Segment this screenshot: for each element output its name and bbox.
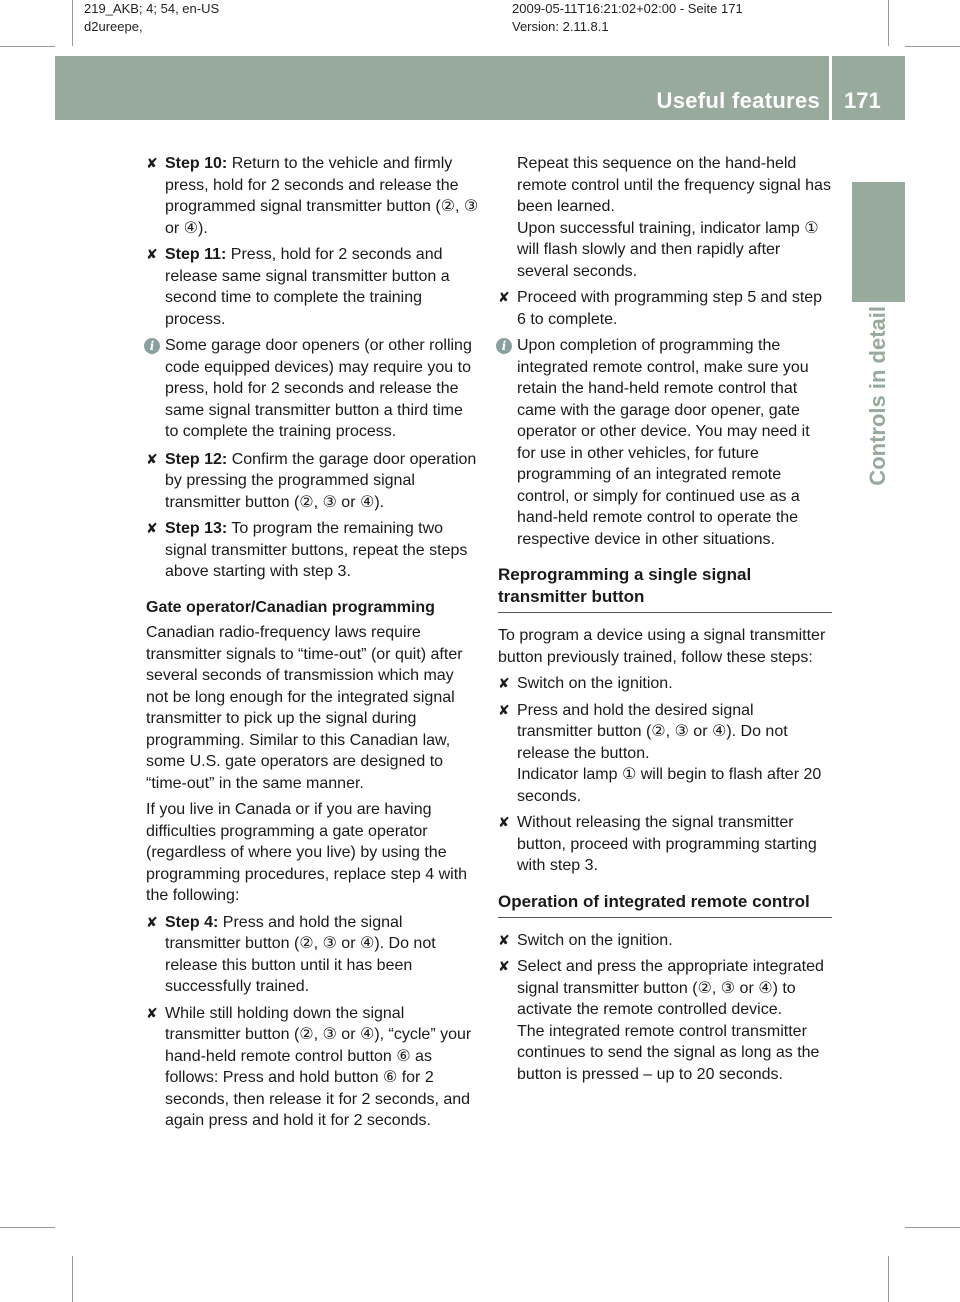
step-holding <box>146 1003 480 1132</box>
crop-mark <box>0 46 55 47</box>
print-meta-right-line1: 2009-05-11T16:21:02+02:00 - Seite 171 <box>512 1 743 16</box>
reprogramming-intro: To program a device using a signal transmitter button previously trained, follow these steps: <box>498 627 826 666</box>
step-text: Switch on the ignition. <box>517 931 673 949</box>
step-text: Press, hold for 2 seconds and release same signal transmitter button a second time to complete the training process. <box>165 246 450 328</box>
operation-heading: Operation of integrated remote control <box>498 891 832 918</box>
page-number: 171 <box>844 88 881 113</box>
crop-mark <box>72 1256 73 1302</box>
right-column <box>498 153 832 1090</box>
step-10 <box>146 153 480 239</box>
print-meta-left-line1: 219_AKB; 4; 54, en-US <box>84 1 220 16</box>
step-arrow-icon: ✘ <box>146 520 158 536</box>
step-proceed <box>498 287 832 330</box>
step-12 <box>146 449 480 514</box>
op-step-2 <box>498 956 832 1085</box>
step-text: Proceed with programming step 5 and step 6 to complete. <box>517 289 823 328</box>
step-label: Step 10: <box>165 155 228 172</box>
section-title: Useful features <box>656 88 820 113</box>
op-step-1 <box>498 930 832 952</box>
step-text: Switch on the ignition. <box>517 675 673 692</box>
gate-heading: Gate operator/Canadian programming <box>146 598 435 616</box>
step-text: Without releasing the signal transmitter button, proceed with programming starting with step 3. <box>517 814 817 874</box>
crop-mark <box>888 0 889 46</box>
step-label: Step 12: <box>165 450 228 468</box>
reprog-step-1 <box>498 673 832 695</box>
crop-mark <box>905 46 960 47</box>
step-text: Return to the vehicle and firmly press, hold for 2 seconds and release the programmed signal transmitter button (②, ③ or ④). <box>165 155 479 237</box>
step-text: Press and hold the desired signal transmitter button (②, ③ or ④). Do not release the button. <box>517 701 788 762</box>
side-tab-marker <box>852 182 905 302</box>
step-text-continued: Indicator lamp ① will begin to flash after 20 seconds. <box>517 766 822 805</box>
step-11 <box>146 244 480 330</box>
info-note <box>146 335 480 443</box>
step-arrow-icon: ✘ <box>498 289 510 305</box>
info-text: Upon completion of programming the integrated remote control, make sure you retain the hand-held remote control that came with the garage door opener, gate operator or other device. You may need it for use in other vehicles, for future programming of an integrated remote control, or simply for continued use as a hand-held remote control to operate the respective device in other situations. <box>517 337 810 548</box>
side-tab-text: Controls in detail <box>865 306 890 486</box>
step-text: Press and hold the signal transmitter button (②, ③ or ④). Do not release this button until it has been successfully trained. <box>165 913 436 995</box>
step-4 <box>146 912 480 998</box>
gate-paragraph: Canadian radio-frequency laws require transmitter signals to “time-out” (or quit) after several seconds of transmission which may not be long enough for the integrated signal transmitter to pick up the signal during programming. Similar to this Canadian law, some U.S. gate operators are designed to “time-out” in the same manner. <box>146 624 463 792</box>
info-text: Some garage door openers (or other rolling code equipped devices) may require you to press, hold for 2 seconds and release the same signal transmitter button a third time to complete the training process. <box>165 337 472 440</box>
step-text: Confirm the garage door operation by pressing the programmed signal transmitter button (②, ③ or ④). <box>165 450 477 511</box>
step-arrow-icon: ✘ <box>498 701 510 718</box>
print-meta-left <box>84 0 219 36</box>
step-text: Select and press the appropriate integrated signal transmitter button (②, ③ or ④) to activate the remote controlled device. <box>517 958 824 1018</box>
step-arrow-icon: ✘ <box>498 814 510 830</box>
reprog-step-3 <box>498 812 832 877</box>
crop-mark <box>888 1256 889 1302</box>
step-label: Step 13: <box>165 520 228 537</box>
reprogramming-heading: Reprogramming a single signal transmitter button <box>498 564 832 613</box>
step-text-continued: The integrated remote control transmitter continues to send the signal as long as the button is pressed – up to 20 seconds. <box>517 1022 820 1083</box>
step-arrow-icon: ✘ <box>146 913 158 930</box>
info-icon: i <box>496 338 512 354</box>
reprog-step-2 <box>498 700 832 808</box>
repeat-text: Repeat this sequence on the hand-held remote control until the frequency signal has been learned. <box>517 155 831 215</box>
step-text: While still holding down the signal transmitter button (②, ③ or ④), “cycle” your hand-held remote control button ⑥ as follows: Press and hold button ⑥ for 2 seconds, then release it for 2 seconds, and again press and hold it for 2 seconds. <box>165 1004 472 1129</box>
gate-paragraph: If you live in Canada or if you are having difficulties programming a gate operator (regardless of where you live) by using the programming procedures, replace step 4 with the following: <box>146 801 468 904</box>
info-icon: i <box>144 338 160 354</box>
header-separator <box>829 56 832 120</box>
print-meta-right-line2: Version: 2.11.8.1 <box>512 19 609 34</box>
step-arrow-icon: ✘ <box>146 246 158 262</box>
step-label: Step 11: <box>165 246 227 263</box>
step-13 <box>146 518 480 583</box>
step-arrow-icon: ✘ <box>146 1004 158 1021</box>
crop-mark <box>0 1227 55 1228</box>
step-arrow-icon: ✘ <box>146 450 158 467</box>
left-column <box>146 153 480 1137</box>
crop-mark <box>72 0 73 46</box>
print-meta-left-line2: d2ureepe, <box>84 19 143 34</box>
step-arrow-icon: ✘ <box>146 155 158 171</box>
step-arrow-icon: ✘ <box>498 958 510 974</box>
print-meta-right <box>512 0 743 36</box>
crop-mark <box>905 1227 960 1228</box>
upon-text: Upon successful training, indicator lamp ① will flash slowly and then rapidly after several seconds. <box>517 219 819 280</box>
step-text: To program the remaining two signal transmitter buttons, repeat the steps above starting with step 3. <box>165 520 468 580</box>
step-arrow-icon: ✘ <box>498 675 510 691</box>
info-note <box>498 335 832 550</box>
step-label: Step 4: <box>165 913 219 931</box>
step-arrow-icon: ✘ <box>498 931 510 948</box>
